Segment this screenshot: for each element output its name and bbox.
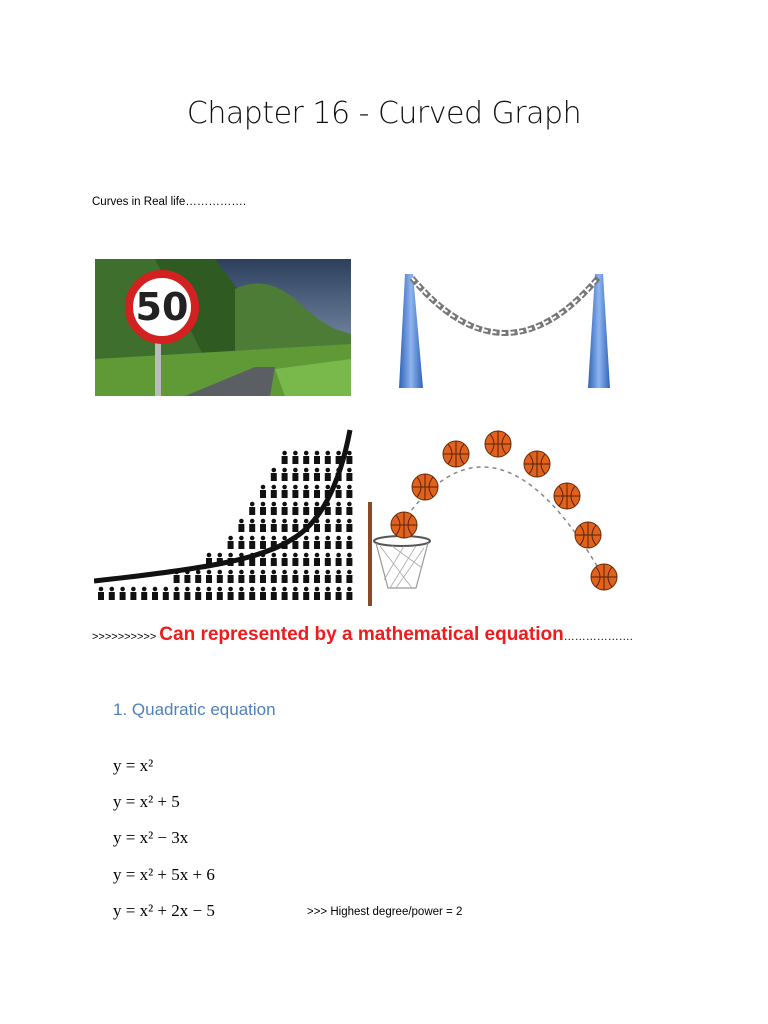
person-icon <box>336 451 341 456</box>
person-icon <box>325 558 331 566</box>
person-icon <box>249 541 255 549</box>
represent-statement <box>92 624 633 646</box>
person-icon <box>249 507 255 515</box>
person-icon <box>336 570 341 575</box>
person-icon <box>271 490 277 498</box>
person-icon <box>314 524 320 532</box>
person-icon <box>304 519 309 524</box>
person-icon <box>271 558 277 566</box>
person-icon <box>164 587 169 592</box>
person-icon <box>218 553 223 558</box>
person-icon <box>272 468 277 473</box>
person-icon <box>347 502 352 507</box>
person-icon <box>292 490 298 498</box>
person-icon <box>304 502 309 507</box>
equation-5: y = x² + 2x − 5 <box>113 901 215 920</box>
person-icon <box>239 587 244 592</box>
person-icon <box>325 524 331 532</box>
person-icon <box>228 592 234 600</box>
person-icon <box>196 587 201 592</box>
person-icon <box>174 592 180 600</box>
person-icon <box>152 592 158 600</box>
intro-text: Curves in Real life……………. <box>92 196 247 208</box>
person-icon <box>336 575 342 583</box>
person-icon <box>184 592 190 600</box>
person-icon <box>282 507 288 515</box>
person-icon <box>346 507 352 515</box>
person-icon <box>249 575 255 583</box>
person-icon <box>346 575 352 583</box>
person-icon <box>325 456 331 464</box>
person-icon <box>326 536 331 541</box>
person-icon <box>228 575 234 583</box>
person-icon <box>153 587 158 592</box>
person-icon <box>260 507 266 515</box>
person-icon <box>303 507 309 515</box>
represent-trail: ………………. <box>563 631 633 643</box>
person-icon <box>250 519 255 524</box>
person-icon <box>315 468 320 473</box>
person-icon <box>282 536 287 541</box>
person-icon <box>282 519 287 524</box>
person-icon <box>261 485 266 490</box>
person-icon <box>346 592 352 600</box>
person-icon <box>174 587 179 592</box>
person-icon <box>272 519 277 524</box>
person-icon <box>347 587 352 592</box>
person-icon <box>303 541 309 549</box>
person-icon <box>292 456 298 464</box>
equation-2: y = x² + 5 <box>113 792 180 811</box>
person-icon <box>250 570 255 575</box>
person-icon <box>336 519 341 524</box>
person-icon <box>336 541 342 549</box>
person-icon <box>292 558 298 566</box>
person-icon <box>238 524 244 532</box>
person-icon <box>261 502 266 507</box>
person-icon <box>228 570 233 575</box>
person-icon <box>261 536 266 541</box>
person-icon <box>326 451 331 456</box>
person-icon <box>347 536 352 541</box>
person-icon <box>326 468 331 473</box>
person-icon <box>239 570 244 575</box>
person-icon <box>282 592 288 600</box>
person-icon <box>325 592 331 600</box>
person-icon <box>271 473 277 481</box>
person-icon <box>336 587 341 592</box>
person-icon <box>293 468 298 473</box>
person-icon <box>347 553 352 558</box>
person-icon <box>336 553 341 558</box>
person-icon <box>120 587 125 592</box>
person-icon <box>303 558 309 566</box>
person-icon <box>326 570 331 575</box>
person-icon <box>293 553 298 558</box>
hanging-chain-image <box>398 268 612 390</box>
person-icon <box>260 541 266 549</box>
person-icon <box>292 541 298 549</box>
person-icon <box>314 575 320 583</box>
person-icon <box>271 575 277 583</box>
person-icon <box>109 592 115 600</box>
person-icon <box>304 451 309 456</box>
person-icon <box>282 485 287 490</box>
person-icon <box>228 536 233 541</box>
person-icon <box>250 587 255 592</box>
equation-1: y = x² <box>113 756 154 775</box>
represent-highlight: Can represented by a mathematical equation <box>159 624 564 645</box>
person-icon <box>228 541 234 549</box>
person-icon <box>272 536 277 541</box>
person-icon <box>303 456 309 464</box>
person-icon <box>282 473 288 481</box>
person-icon <box>271 507 277 515</box>
basketball-arc-image <box>366 428 622 608</box>
person-icon <box>304 468 309 473</box>
person-icon <box>174 575 180 583</box>
person-icon <box>250 536 255 541</box>
person-icon <box>325 575 331 583</box>
person-icon <box>249 524 255 532</box>
person-icon <box>217 592 223 600</box>
person-icon <box>304 485 309 490</box>
person-icon <box>293 451 298 456</box>
person-icon <box>196 570 201 575</box>
person-icon <box>336 558 342 566</box>
person-icon <box>304 587 309 592</box>
person-icon <box>282 558 288 566</box>
person-icon <box>217 575 223 583</box>
equation-4: y = x² + 5x + 6 <box>113 865 215 884</box>
person-icon <box>347 485 352 490</box>
represent-arrows: >>>>>>>>>> <box>92 631 160 643</box>
person-icon <box>163 592 169 600</box>
person-icon <box>293 570 298 575</box>
person-icon <box>260 575 266 583</box>
person-icon <box>261 519 266 524</box>
person-icon <box>347 570 352 575</box>
person-icon <box>336 507 342 515</box>
person-icon <box>195 592 201 600</box>
person-icon <box>110 587 115 592</box>
person-icon <box>336 490 342 498</box>
person-icon <box>206 575 212 583</box>
person-icon <box>315 502 320 507</box>
person-icon <box>272 587 277 592</box>
person-icon <box>239 519 244 524</box>
person-icon <box>336 536 341 541</box>
person-icon <box>272 570 277 575</box>
person-icon <box>260 490 266 498</box>
person-icon <box>315 536 320 541</box>
person-icon <box>304 553 309 558</box>
person-icon <box>314 541 320 549</box>
degree-note: >>> Highest degree/power = 2 <box>307 906 463 918</box>
person-icon <box>292 524 298 532</box>
sign-speed-text: 50 <box>135 285 189 329</box>
person-icon <box>238 592 244 600</box>
person-icon <box>304 570 309 575</box>
equation-3: y = x² − 3x <box>113 828 189 847</box>
person-icon <box>336 592 342 600</box>
person-icon <box>346 524 352 532</box>
person-icon <box>292 575 298 583</box>
person-icon <box>206 592 212 600</box>
person-icon <box>315 451 320 456</box>
person-icon <box>142 587 147 592</box>
person-icon <box>326 519 331 524</box>
person-icon <box>260 558 266 566</box>
person-icon <box>261 587 266 592</box>
person-icon <box>282 490 288 498</box>
road-sign-image <box>95 259 351 396</box>
page-title: Chapter 16 - Curved Graph <box>186 96 582 131</box>
person-icon <box>315 553 320 558</box>
person-icon <box>303 575 309 583</box>
person-icon <box>272 485 277 490</box>
person-icon <box>315 485 320 490</box>
person-icon <box>293 485 298 490</box>
person-icon <box>325 473 331 481</box>
person-icon <box>98 592 104 600</box>
person-icon <box>315 570 320 575</box>
person-icon <box>282 451 287 456</box>
person-icon <box>272 553 277 558</box>
person-icon <box>238 575 244 583</box>
person-icon <box>239 536 244 541</box>
person-icon <box>282 553 287 558</box>
person-icon <box>207 553 212 558</box>
person-icon <box>325 541 331 549</box>
person-icon <box>304 536 309 541</box>
person-icon <box>228 553 233 558</box>
person-icon <box>218 570 223 575</box>
person-icon <box>292 507 298 515</box>
person-icon <box>282 502 287 507</box>
person-icon <box>282 456 288 464</box>
person-icon <box>292 592 298 600</box>
person-icon <box>346 558 352 566</box>
person-icon <box>303 592 309 600</box>
person-icon <box>195 575 201 583</box>
person-icon <box>250 502 255 507</box>
person-icon <box>238 541 244 549</box>
person-icon <box>314 592 320 600</box>
person-icon <box>292 473 298 481</box>
person-icon <box>271 524 277 532</box>
person-icon <box>130 592 136 600</box>
person-icon <box>207 587 212 592</box>
person-icon <box>314 558 320 566</box>
person-icon <box>346 541 352 549</box>
person-icon <box>346 473 352 481</box>
person-icon <box>260 592 266 600</box>
population-curve-image <box>94 428 356 608</box>
person-icon <box>326 553 331 558</box>
person-icon <box>282 524 288 532</box>
person-icon <box>314 490 320 498</box>
person-icon <box>347 519 352 524</box>
person-icon <box>326 485 331 490</box>
person-icon <box>314 456 320 464</box>
person-icon <box>314 473 320 481</box>
person-icon <box>261 570 266 575</box>
person-icon <box>228 587 233 592</box>
person-icon <box>336 524 342 532</box>
person-icon <box>260 524 266 532</box>
section-heading: 1. Quadratic equation <box>113 700 276 719</box>
person-icon <box>99 587 104 592</box>
person-icon <box>346 490 352 498</box>
person-icon <box>282 575 288 583</box>
person-icon <box>249 592 255 600</box>
person-icon <box>184 575 190 583</box>
person-icon <box>346 456 352 464</box>
person-icon <box>185 587 190 592</box>
person-icon <box>282 570 287 575</box>
person-icon <box>293 587 298 592</box>
person-icon <box>336 502 341 507</box>
person-icon <box>272 502 277 507</box>
person-icon <box>141 592 147 600</box>
person-icon <box>303 473 309 481</box>
person-icon <box>271 592 277 600</box>
person-icon <box>347 468 352 473</box>
person-icon <box>293 519 298 524</box>
person-icon <box>326 587 331 592</box>
person-icon <box>282 587 287 592</box>
person-icon <box>282 468 287 473</box>
person-icon <box>120 592 126 600</box>
person-icon <box>293 502 298 507</box>
person-icon <box>303 490 309 498</box>
person-icon <box>315 587 320 592</box>
person-icon <box>131 587 136 592</box>
person-icon <box>207 570 212 575</box>
person-icon <box>218 587 223 592</box>
